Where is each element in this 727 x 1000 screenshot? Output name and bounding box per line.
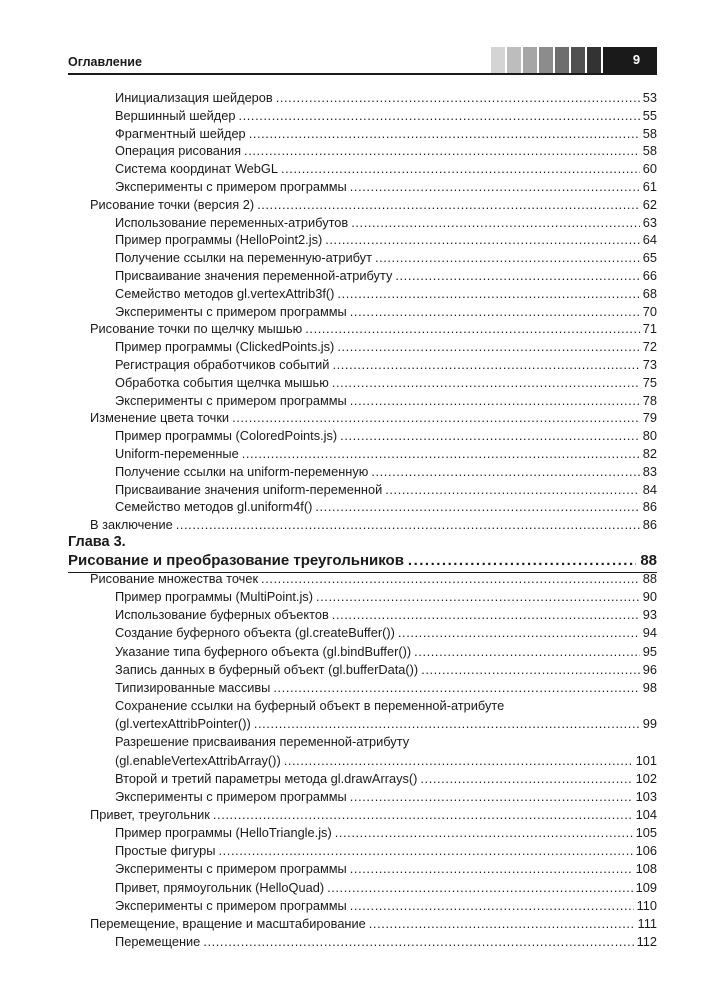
toc-subsection-entry[interactable] xyxy=(115,481,657,498)
dot-leader xyxy=(414,643,640,660)
toc-entry-title: (gl.enableVertexAttribArray()) xyxy=(115,752,281,768)
toc-entry-page: 75 xyxy=(642,374,657,390)
toc-entry-page: 66 xyxy=(642,268,657,283)
toc-entry-title: Вершинный шейдер xyxy=(115,107,236,123)
toc-entry-page: 61 xyxy=(642,179,657,194)
toc-entry-page: 70 xyxy=(642,303,657,319)
toc-entry-page: 96 xyxy=(642,661,657,677)
dot-leader xyxy=(350,178,640,195)
toc-subsection-entry[interactable] xyxy=(115,142,657,159)
toc-subsection-entry[interactable] xyxy=(115,285,657,302)
chapter-label[interactable]: Глава 3. xyxy=(68,534,126,550)
toc-entry-page: 111 xyxy=(637,915,657,931)
toc-entry-title: Эксперименты с примером программы xyxy=(115,392,347,408)
toc-subsection-entry[interactable] xyxy=(115,606,657,623)
toc-entry-title: Простые фигуры xyxy=(115,843,216,859)
dot-leader xyxy=(408,551,636,571)
toc-subsection-entry[interactable] xyxy=(115,445,657,462)
toc-section-entry[interactable] xyxy=(90,806,657,823)
toc-entry-page: 101 xyxy=(635,752,657,768)
dot-leader xyxy=(305,320,639,337)
toc-entry-title: Изменение цвета точки xyxy=(90,410,230,426)
toc-entry-title: Пример программы (HelloTriangle.js) xyxy=(115,825,332,841)
dot-leader xyxy=(244,142,640,159)
toc-entry-title: Типизированные массивы xyxy=(115,679,271,695)
toc-subsection-entry[interactable] xyxy=(115,588,657,605)
dot-leader xyxy=(351,214,640,231)
dot-leader xyxy=(316,588,640,605)
toc-entry-page: 58 xyxy=(642,143,657,159)
toc-entry-title: Перемещение, вращение и масштабирование xyxy=(90,915,366,931)
header-bar-segment xyxy=(587,47,601,73)
toc-entry-page: 82 xyxy=(642,446,657,461)
toc-entry-title: Система координат WebGL xyxy=(115,161,278,177)
toc-entry-page: 86 xyxy=(642,517,657,533)
dot-leader xyxy=(242,445,640,462)
toc-entry-page: 88 xyxy=(642,571,657,586)
dot-leader xyxy=(249,125,640,142)
toc-entry-page: 64 xyxy=(642,232,657,248)
toc-entry-title: Эксперименты с примером программы xyxy=(115,179,347,194)
toc-subsection-entry[interactable] xyxy=(115,624,657,641)
dot-leader xyxy=(203,933,633,950)
toc-subsection-entry[interactable] xyxy=(115,498,657,515)
dot-leader xyxy=(398,624,640,641)
toc-entry-page: 62 xyxy=(642,196,657,212)
toc-entry-title: Инициализация шейдеров xyxy=(115,90,273,105)
header-bar-segment xyxy=(491,47,505,73)
toc-subsection-entry[interactable] xyxy=(115,643,657,660)
dot-leader xyxy=(332,374,640,391)
toc-subsection-entry[interactable] xyxy=(115,842,657,859)
toc-entry-title: Рисование точки по щелчку мышью xyxy=(90,321,303,337)
dot-leader xyxy=(284,752,633,769)
toc-subsection-entry[interactable] xyxy=(115,125,657,142)
toc-entry-page: 58 xyxy=(642,125,657,141)
toc-entry-page: 94 xyxy=(642,625,657,641)
dot-leader xyxy=(337,338,639,355)
toc-entry-page: 73 xyxy=(642,357,657,372)
toc-entry-page: 90 xyxy=(642,589,657,605)
toc-entry-page: 79 xyxy=(642,410,657,426)
toc-section-entry[interactable] xyxy=(90,196,657,213)
toc-section-entry[interactable] xyxy=(90,516,657,533)
dot-leader xyxy=(276,89,640,106)
dot-leader xyxy=(369,915,635,932)
toc-entry-page: 95 xyxy=(642,643,657,659)
toc-entry-title: Uniform-переменные xyxy=(115,446,239,461)
header-rule xyxy=(68,73,657,75)
dot-leader xyxy=(327,879,633,896)
dot-leader xyxy=(350,303,640,320)
toc-entry-page: 53 xyxy=(642,90,657,105)
toc-entry-page: 110 xyxy=(636,897,657,913)
toc-entry-title: Пример программы (ColoredPoints.js) xyxy=(115,428,338,444)
dot-leader xyxy=(238,107,639,124)
toc-entry-title: Фрагментный шейдер xyxy=(115,125,246,141)
toc-entry-title: Присваивание значения переменной-атрибуту xyxy=(115,268,393,283)
toc-entry-title: В заключение xyxy=(90,517,173,533)
toc-entry-title[interactable]: Разрешение присваивания переменной-атрибуту xyxy=(115,734,410,750)
toc-section-entry[interactable] xyxy=(90,915,657,932)
toc-subsection-entry[interactable] xyxy=(115,374,657,391)
toc-section-entry[interactable] xyxy=(90,570,657,587)
running-head: Оглавление xyxy=(68,55,142,69)
toc-subsection-entry[interactable] xyxy=(115,392,657,409)
header-bar-segment xyxy=(555,47,569,73)
toc-entry-page: 104 xyxy=(635,806,657,822)
chapter-title-row[interactable] xyxy=(68,551,657,571)
toc-subsection-entry[interactable] xyxy=(115,249,657,266)
toc-subsection-entry[interactable] xyxy=(115,89,657,106)
toc-subsection-entry[interactable] xyxy=(115,933,657,950)
toc-entry-page: 78 xyxy=(642,392,657,408)
toc-subsection-entry[interactable] xyxy=(115,231,657,248)
toc-entry-title: Рисование множества точек xyxy=(90,571,259,586)
toc-entry-page: 102 xyxy=(635,770,657,786)
toc-subsection-entry[interactable] xyxy=(115,897,657,914)
dot-leader xyxy=(375,249,640,266)
toc-entry-title[interactable]: Сохранение ссылки на буферный объект в переменной-атрибуте xyxy=(115,698,505,714)
dot-leader xyxy=(350,897,634,914)
toc-entry-page: 108 xyxy=(635,861,657,877)
toc-section-entry[interactable] xyxy=(90,409,657,426)
toc-subsection-entry[interactable] xyxy=(115,160,657,177)
dot-leader xyxy=(315,498,639,515)
dot-leader xyxy=(176,516,640,533)
toc-subsection-entry[interactable] xyxy=(115,661,657,678)
header-bar-segment xyxy=(507,47,521,73)
toc-entry-title: Указание типа буферного объекта (gl.bindBuffer()) xyxy=(115,643,412,659)
header-bar-segment xyxy=(571,47,585,73)
page-header xyxy=(0,0,727,80)
toc-entry-title: Регистрация обработчиков событий xyxy=(115,357,330,372)
toc-entry-title: Эксперименты с примером программы xyxy=(115,861,347,877)
toc-entry-page: 98 xyxy=(642,679,657,695)
toc-entry-page: 112 xyxy=(636,934,657,949)
toc-entry-title: Использование переменных-атрибутов xyxy=(115,214,349,230)
toc-subsection-entry[interactable] xyxy=(115,178,657,195)
toc-entry-title: Эксперименты с примером программы xyxy=(115,303,347,319)
toc-entry-page: 109 xyxy=(635,879,657,895)
toc-subsection-entry[interactable] xyxy=(115,788,657,805)
toc-subsection-entry[interactable] xyxy=(115,427,657,444)
dot-leader xyxy=(281,160,640,177)
toc-entry-title: Рисование точки (версия 2) xyxy=(90,196,255,212)
toc-entry-page: 65 xyxy=(642,250,657,266)
toc-subsection-entry[interactable] xyxy=(115,107,657,124)
dot-leader xyxy=(420,770,632,787)
dot-leader xyxy=(325,231,640,248)
toc-entry-title: Пример программы (HelloPoint2.js) xyxy=(115,232,323,248)
toc-entry-page: 63 xyxy=(642,214,657,230)
dot-leader xyxy=(385,481,640,498)
toc-entry-page: 93 xyxy=(642,607,657,623)
toc-entry-title: Семейство методов gl.uniform4f() xyxy=(115,499,313,515)
dot-leader xyxy=(371,463,639,480)
toc-entry-title: Получение ссылки на переменную-атрибут xyxy=(115,250,372,266)
toc-entry-page: 80 xyxy=(642,428,657,444)
toc-subsection-entry[interactable] xyxy=(115,752,657,769)
toc-subsection-entry[interactable] xyxy=(115,214,657,231)
toc-entry-page: 83 xyxy=(642,463,657,479)
toc-entry-page: 105 xyxy=(635,825,657,841)
dot-leader xyxy=(395,267,639,284)
toc-subsection-entry[interactable] xyxy=(115,824,657,841)
dot-leader xyxy=(232,409,640,426)
toc-entry-page: 72 xyxy=(642,339,657,355)
toc-subsection-entry[interactable] xyxy=(115,356,657,373)
toc-subsection-entry[interactable] xyxy=(115,770,657,787)
header-bar-segment xyxy=(523,47,537,73)
header-bar-segment xyxy=(539,47,553,73)
dot-leader xyxy=(218,842,632,859)
dot-leader xyxy=(340,427,640,444)
dot-leader xyxy=(421,661,640,678)
toc-subsection-entry[interactable] xyxy=(115,463,657,480)
toc-subsection-entry[interactable] xyxy=(115,303,657,320)
toc-entry-title: Создание буферного объекта (gl.createBuffer()) xyxy=(115,625,395,641)
toc-entry-title: Использование буферных объектов xyxy=(115,607,329,623)
toc-subsection-entry[interactable] xyxy=(115,679,657,696)
toc-entry-page: 103 xyxy=(635,788,657,804)
dot-leader xyxy=(335,824,633,841)
dot-leader xyxy=(350,392,640,409)
dot-leader xyxy=(254,715,640,732)
dot-leader xyxy=(332,606,640,623)
toc-entry-title: Обработка события щелчка мышью xyxy=(115,374,329,390)
toc-subsection-entry[interactable] xyxy=(115,879,657,896)
toc-entry-title: Пример программы (ClickedPoints.js) xyxy=(115,339,335,355)
toc-entry-title: Операция рисования xyxy=(115,143,242,159)
dot-leader xyxy=(350,860,633,877)
toc-entry-title: Перемещение xyxy=(115,934,201,949)
toc-entry-title: Присваивание значения uniform-переменной xyxy=(115,481,383,497)
toc-subsection-entry[interactable] xyxy=(115,338,657,355)
toc-subsection-entry[interactable] xyxy=(115,860,657,877)
dot-leader xyxy=(257,196,640,213)
toc-entry-page: 99 xyxy=(642,716,657,732)
toc-entry-title: Семейство методов gl.vertexAttrib3f() xyxy=(115,285,335,301)
dot-leader xyxy=(273,679,639,696)
dot-leader xyxy=(350,788,633,805)
toc-entry-title: Эксперименты с примером программы xyxy=(115,788,347,804)
dot-leader xyxy=(261,570,640,587)
dot-leader xyxy=(337,285,639,302)
toc-entry-title: Пример программы (MultiPoint.js) xyxy=(115,589,313,605)
toc-entry-title: Привет, треугольник xyxy=(90,806,210,822)
toc-entry-title: Эксперименты с примером программы xyxy=(115,897,347,913)
dot-leader xyxy=(332,356,639,373)
toc-subsection-entry[interactable] xyxy=(115,267,657,284)
toc-subsection-entry[interactable] xyxy=(115,715,657,732)
toc-entry-page: 55 xyxy=(642,107,657,123)
toc-entry-title: Получение ссылки на uniform-переменную xyxy=(115,463,369,479)
toc-section-entry[interactable] xyxy=(90,320,657,337)
toc-entry-page: 60 xyxy=(642,161,657,177)
toc-entry-page: 84 xyxy=(642,481,657,497)
chapter-title: Рисование и преобразование треугольников xyxy=(68,552,404,569)
toc-entry-page: 68 xyxy=(642,285,657,301)
toc-entry-page: 106 xyxy=(635,843,657,859)
toc-entry-page: 71 xyxy=(642,321,657,337)
dot-leader xyxy=(213,806,633,823)
toc-entry-title: (gl.vertexAttribPointer()) xyxy=(115,716,251,732)
chapter-page: 88 xyxy=(640,552,657,569)
toc-entry-title: Привет, прямоугольник (HelloQuad) xyxy=(115,879,325,895)
toc-entry-title: Запись данных в буферный объект (gl.bufferData()) xyxy=(115,661,419,677)
page-number: 9 xyxy=(616,47,657,73)
toc-entry-title: Второй и третий параметры метода gl.drawArrays() xyxy=(115,770,418,786)
toc-entry-page: 86 xyxy=(642,499,657,515)
